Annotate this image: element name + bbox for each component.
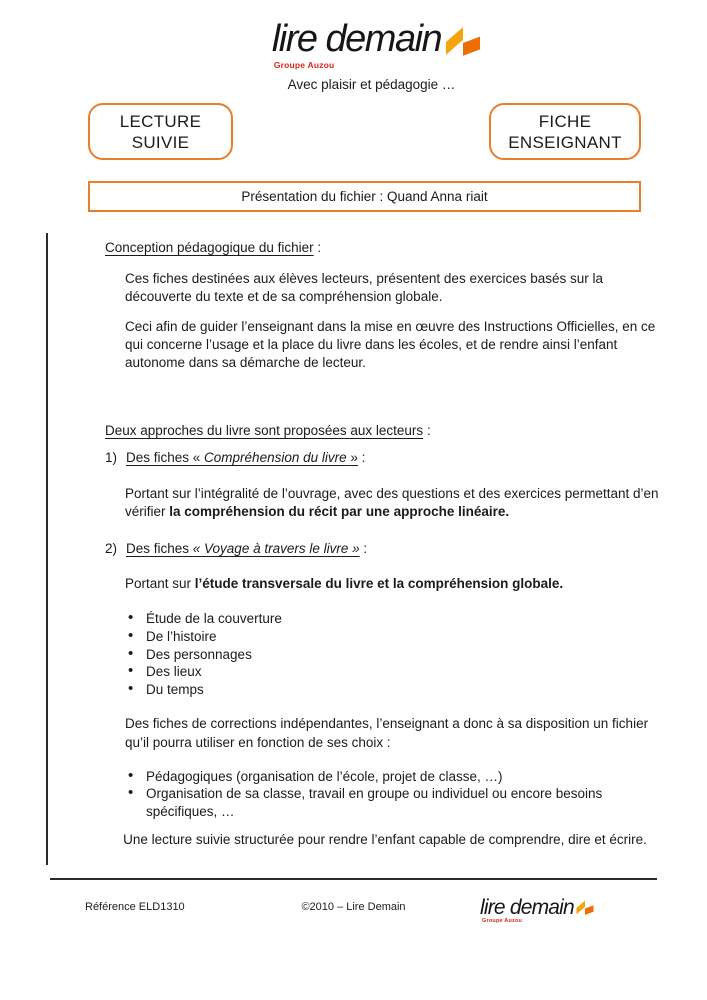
list-item: • Étude de la couverture: [125, 610, 663, 628]
document-body: [46, 233, 662, 865]
badge-line: SUIVIE: [131, 132, 190, 152]
reference-label: Référence ELD1310: [85, 901, 185, 913]
paragraph-fiches-destinees: Ces fiches destinées aux élèves lecteurs, présentent des exercices basés sur la découverte du texte et de sa compréhension globale.: [125, 271, 603, 305]
brand-group-label: Groupe Auzou: [482, 918, 523, 924]
study-bullet-list: [125, 610, 663, 698]
choices-bullet-list: [125, 768, 663, 821]
badge-lecture-suivie: [88, 103, 233, 160]
heading-colon: :: [313, 240, 322, 255]
paragraph-corrections: Des fiches de corrections indépendantes, l’enseignant a donc à sa disposition un fichier qu’il pourra utiliser en fonction de ses choix :: [125, 716, 649, 750]
badge-line: LECTURE: [119, 111, 202, 131]
list-item: • Organisation de sa classe, travail en groupe ou individuel ou encore besoins spécifiques, …: [125, 785, 663, 820]
closing-statement: Une lecture suivie structurée pour rendre l’enfant capable de comprendre, dire et écrire.: [123, 831, 647, 847]
footer-brand-row: [480, 896, 595, 924]
item-label: Des fiches « Voyage à travers le livre » :: [126, 541, 368, 557]
footer-divider: [50, 878, 657, 880]
document-title: Présentation du fichier : Quand Anna riait: [241, 189, 488, 204]
heading-text: Deux approches du livre sont proposées aux lecteurs: [105, 423, 424, 439]
copyright-label: ©2010 – Lire Demain: [301, 901, 406, 913]
paragraph-instructions-officielles: Ceci afin de guider l’enseignant dans la mise en œuvre des Instructions Officielles, en ce qui concerne l’usage et la place du livre dans les écoles, et de rendre ainsi l’enfant autonome dans sa démarche de lecteur.: [125, 318, 656, 371]
badge-fiche-enseignant: [489, 103, 641, 160]
section-heading-conception: [105, 239, 662, 257]
brand-wordmark: lire demain: [480, 896, 574, 919]
brand-tagline: Avec plaisir et pédagogie …: [287, 77, 456, 92]
brand-wordmark: lire demain: [271, 18, 442, 60]
brand-group-label: Groupe Auzou: [273, 60, 335, 70]
item-number: 1): [105, 450, 118, 466]
brand-logo: [24, 18, 707, 70]
brand-logo-row: [271, 18, 483, 70]
list-item: • Pédagogiques (organisation de l’école, projet de classe, …): [125, 768, 663, 786]
list-item: • Des personnages: [125, 646, 663, 664]
item-label: Des fiches « Compréhension du livre » :: [126, 450, 366, 466]
paragraph-etude-transversale: Portant sur l’étude transversale du livre et la compréhension globale.: [125, 576, 564, 592]
heading-colon: :: [423, 423, 431, 439]
section-heading-deux-approches: [105, 422, 662, 440]
footer-brand-logo: [480, 896, 595, 924]
list-item: • De l’histoire: [125, 628, 663, 646]
numbered-item-voyage: [105, 540, 662, 558]
list-item: • Du temps: [125, 681, 663, 699]
open-book-icon: [575, 900, 595, 917]
item-number: 2): [105, 541, 118, 557]
badge-line: ENSEIGNANT: [508, 132, 622, 152]
open-book-icon: [443, 26, 483, 60]
numbered-item-comprehension: [105, 449, 662, 467]
paragraph-approche-lineaire: Portant sur l’intégralité de l’ouvrage, avec des questions et des exercices permettant d’en vérifier la compréhension du récit par une approche linéaire.: [125, 485, 659, 519]
badge-line: FICHE: [538, 111, 592, 131]
list-item: • Des lieux: [125, 663, 663, 681]
heading-text: Conception pédagogique du fichier: [105, 240, 314, 255]
document-title-bar: [88, 181, 641, 212]
